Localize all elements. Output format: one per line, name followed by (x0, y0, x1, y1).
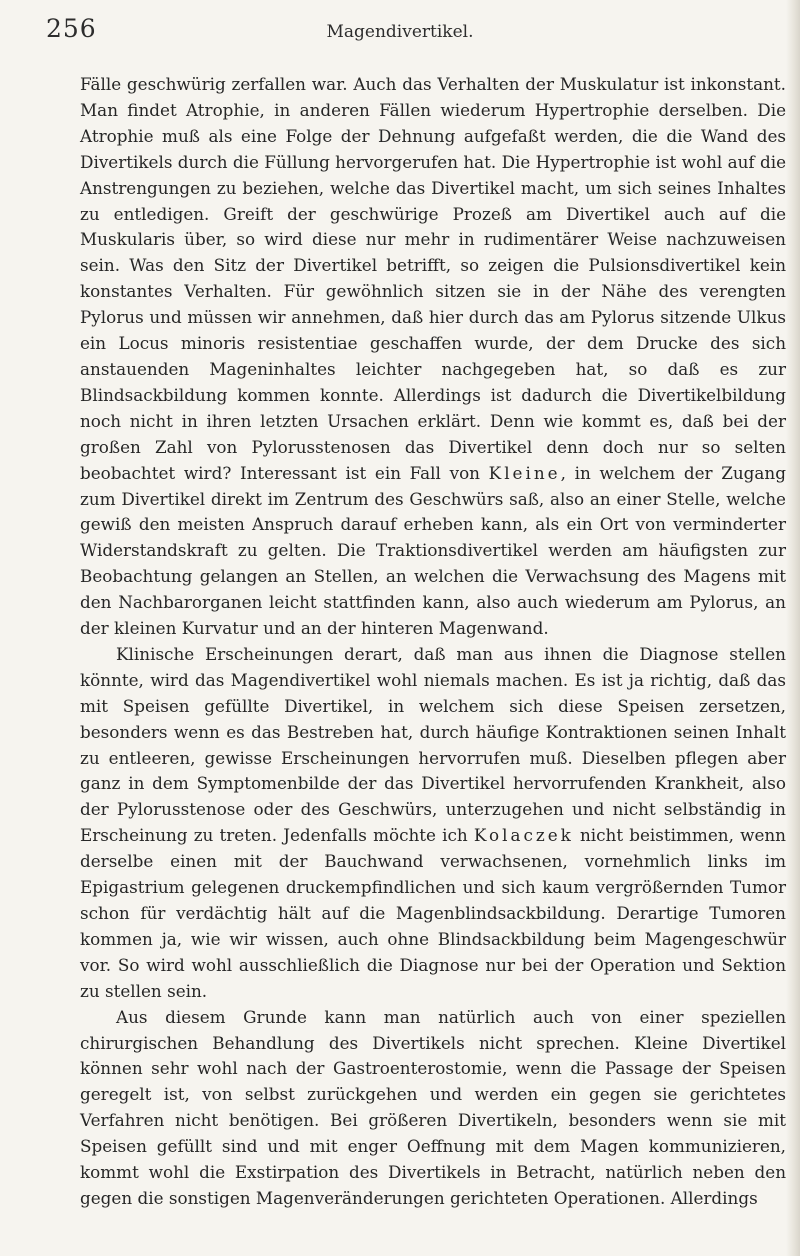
paragraph-3 (80, 1005, 786, 1212)
paragraph-2 (80, 642, 786, 1005)
paragraph-1 (80, 72, 786, 642)
author-name-kolaczek: Kolaczek (473, 825, 574, 846)
running-title: Magendivertikel. (326, 22, 474, 42)
author-name-kleine: Kleine (488, 462, 561, 483)
page-number: 256 (46, 14, 97, 43)
page-edge-shadow (786, 0, 800, 1256)
body-text (80, 72, 786, 1212)
text-segment: , in welchem der Zugang zum Divertikel direkt im Zentrum des Geschwürs saß, also an einer Stelle, welche gewiß den meisten Anspruch darauf erheben kann, als ein Ort von verminderter Widerstandskraft zu gelten. Die Traktionsdivertikel werden am häufigsten zur Beobachtung gelangen an Stellen, an welchen die Verwachsung des Magens mit den Nachbarorganen leicht stattfinden kann, also auch wiederum am Pylorus, an der kleinen Kurvatur und an der hinteren Magenwand. (80, 462, 786, 639)
text-segment: nicht beistimmen, wenn derselbe einen mit der Bauchwand verwachsenen, vornehmlich links im Epigastrium gelegenen druckempfindlichen und sich kaum vergrößernden Tumor schon für verdächtig hält auf die Magenblindsackbildung. Derartige Tumoren kommen ja, wie wir wissen, auch ohne Blindsackbildung beim Magengeschwür vor. So wird wohl ausschließlich die Diagnose nur bei der Operation und Sektion zu stellen sein. (80, 825, 786, 1001)
page-header (0, 14, 800, 54)
text-segment: Aus diesem Grunde kann man natürlich auch von einer speziellen chirurgischen Behandlung des Divertikels nicht sprechen. Kleine Divertikel können sehr wohl nach der Gastroenterostomie, wenn die Passage der Speisen geregelt ist, von selbst zurückgehen und werden ein gegen sie gerichtetes Verfahren nicht benötigen. Bei größeren Divertikeln, besonders wenn sie mit Speisen gefüllt sind und mit enger Oeffnung mit dem Magen kommunizieren, kommt wohl die Exstirpation des Divertikels in Betracht, natürlich neben den gegen die sonstigen Magenveränderungen gerichteten Operationen. Allerdings (80, 1006, 786, 1208)
text-segment: Fälle geschwürig zerfallen war. Auch das Verhalten der Muskulatur ist inkonstant. Man findet Atrophie, in anderen Fällen wiederum Hypertrophie derselben. Die Atrophie muß als eine Folge der Dehnung aufgefaßt werden, die die Wand des Divertikels durch die Füllung hervorgerufen hat. Die Hypertrophie ist wohl auf die Anstrengungen zu beziehen, welche das Divertikel macht, um sich seines Inhaltes zu entledigen. Greift der geschwürige Prozeß am Divertikel auch auf die Muskularis über, so wird diese nur mehr in rudimentärer Weise nachzuweisen sein. Was den Sitz der Divertikel betrifft, so zeigen die Pulsionsdivertikel kein konstantes Verhalten. Für gewöhnlich sitzen sie in der Nähe des verengten Pylorus und müssen wir annehmen, daß hier durch das am Pylorus sitzende Ulkus ein Locus minoris resistentiae geschaffen wurde, der dem Drucke des sich anstauenden Mageninhaltes leichter nachgegeben hat, so daß es zur Blindsackbildung kommen konnte. Allerdings ist dadurch die Divertikelbildung noch nicht in ihren letzten Ursachen erklärt. Denn wie kommt es, daß bei der großen Zahl von Pylorusstenosen das Divertikel denn doch nur so selten beobachtet wird? Interessant ist ein Fall von (80, 74, 786, 483)
text-segment: Klinische Erscheinungen derart, daß man aus ihnen die Diagnose stellen könnte, wird das Magendivertikel wohl niemals machen. Es ist ja richtig, daß das mit Speisen gefüllte Divertikel, in welchem sich diese Speisen zersetzen, besonders wenn es das Bestreben hat, durch häufige Kontraktionen seinen Inhalt zu entleeren, gewisse Erscheinungen hervorrufen muß. Dieselben pflegen aber ganz in dem Symptomenbilde der das Divertikel hervorrufenden Krankheit, also der Pylorusstenose oder des Geschwürs, unterzugehen und nicht selbständig in Erscheinung zu treten. Jedenfalls möchte ich (80, 643, 786, 846)
